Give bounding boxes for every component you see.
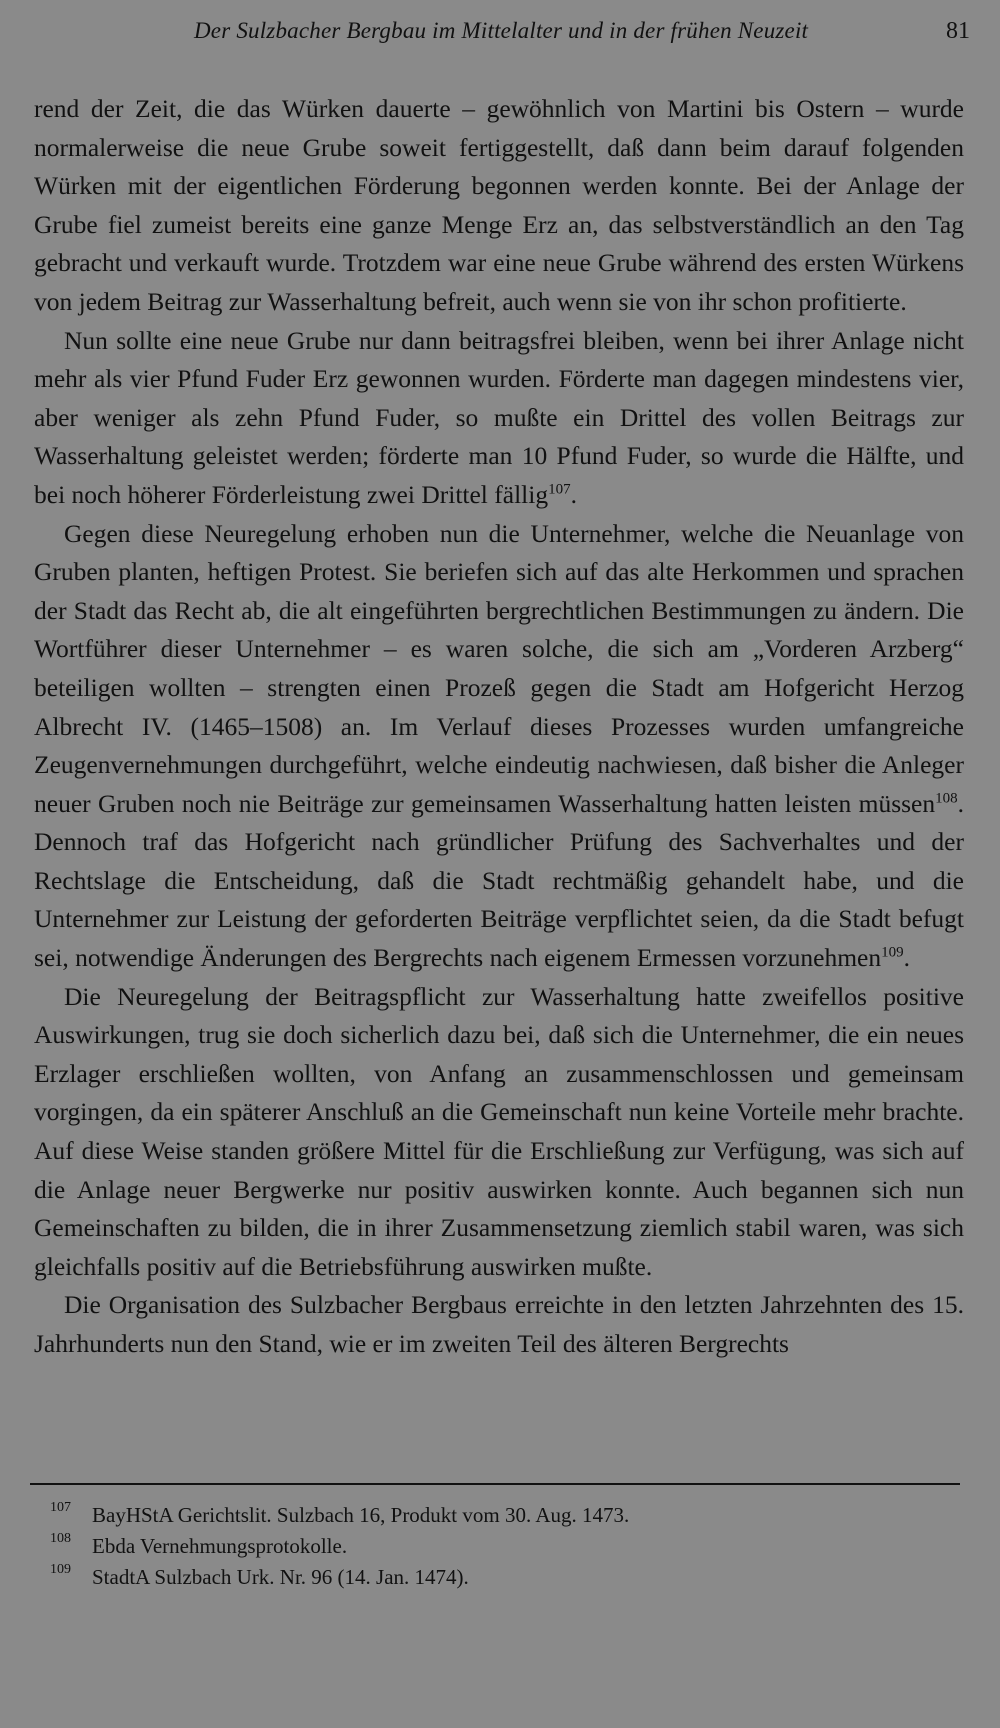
paragraph-3 — [34, 515, 964, 978]
paragraph-text-tail-2: . — [903, 943, 911, 973]
footnotes — [50, 1500, 950, 1593]
footnote-number: 108 — [50, 1531, 71, 1546]
footnote-divider — [30, 1483, 960, 1485]
body-text — [34, 90, 964, 1364]
paragraph-4 — [34, 978, 964, 1287]
footnote-text: BayHStA Gerichtslit. Sulzbach 16, Produkt vom 30. Aug. 1473. — [92, 1503, 630, 1527]
footnote-108 — [50, 1531, 950, 1562]
footnote-text: Ebda Vernehmungsprotokolle. — [92, 1534, 348, 1558]
footnote-number: 109 — [50, 1562, 71, 1577]
paragraph-text: Die Organisation des Sulzbacher Bergbaus erreichte in den letzten Jahrzehnten des 15. Jahrhunderts nun den Stand, wie er im zweiten Teil des älteren Bergrechts — [34, 1290, 964, 1358]
running-title: Der Sulzbacher Bergbau im Mittelalter und in der frühen Neuzeit — [194, 18, 809, 43]
footnote-109 — [50, 1562, 950, 1593]
footnote-text: StadtA Sulzbach Urk. Nr. 96 (14. Jan. 1474). — [92, 1565, 469, 1589]
footnote-ref-108[interactable]: 108 — [935, 790, 958, 807]
page-number: 81 — [946, 18, 970, 44]
paragraph-2 — [34, 322, 964, 515]
footnote-107 — [50, 1500, 950, 1531]
running-header — [30, 18, 970, 58]
footnote-ref-107[interactable]: 107 — [548, 481, 571, 498]
footnote-number: 107 — [50, 1500, 71, 1515]
paragraph-5 — [34, 1286, 964, 1363]
paragraph-text-tail: . — [570, 479, 577, 509]
paragraph-text: Nun sollte eine neue Grube nur dann beitragsfrei bleiben, wenn bei ihrer Anlage nicht mehr als vier Pfund Fuder Erz gewonnen wurden. Förderte man dagegen mindestens vier, aber weniger als zehn Pfund Fuder, so mußte ein Drittel des vollen Beitrags zur Wasserhaltung geleistet werden; förderte man 10 Pfund Fuder, so wurde die Hälfte, und bei noch höherer Förderleistung zwei Drittel fällig — [34, 325, 964, 509]
paragraph-text: rend der Zeit, die das Würken dauerte – gewöhnlich von Martini bis Ostern – wurde normalerweise die neue Grube soweit fertiggestellt, daß dann beim darauf folgenden Würken mit der eigentlichen Förderung begonnen werden konnte. Bei der Anlage der Grube fiel zumeist bereits eine ganze Menge Erz an, das selbstverständlich an den Tag gebracht und verkauft wurde. Trotzdem war eine neue Grube während des ersten Würkens von jedem Beitrag zur Wasserhaltung befreit, auch wenn sie von ihr schon profitierte. — [34, 94, 964, 316]
footnote-ref-109[interactable]: 109 — [881, 944, 904, 961]
paragraph-text: Die Neuregelung der Beitragspflicht zur Wasserhaltung hatte zweifellos positive Auswirkungen, trug sie doch sicherlich dazu bei, daß sich die Unternehmer, die ein neues Erzlager erschließen wollten, von Anfang an zusammenschlossen und gemeinsam vorgingen, da ein späterer Anschluß an die Gemeinschaft nun keine Vorteile mehr brachte. Auf diese Weise standen größere Mittel für die Erschließung zur Verfügung, was sich auf die Anlage neuer Bergwerke nur positiv auswirken konnte. Auch begannen sich nun Gemeinschaften zu bilden, die in ihrer Zusammensetzung ziemlich stabil waren, was sich gleichfalls positiv auf die Betriebsführung auswirken mußte. — [34, 981, 964, 1281]
paragraph-text: Gegen diese Neuregelung erhoben nun die Unternehmer, welche die Neuanlage von Gruben planten, heftigen Protest. Sie beriefen sich auf das alte Herkommen und sprachen der Stadt das Recht ab, die alt eingeführten bergrechtlichen Bestimmungen zu ändern. Die Wortführer dieser Unternehmer – es waren solche, die sich am „Vorderen Arzberg“ beteiligen wollten – strengten einen Prozeß gegen die Stadt am Hofgericht Herzog Albrecht IV. (1465–1508) an. Im Verlauf dieses Prozesses wurden umfangreiche Zeugenvernehmungen durchgeführt, welche eindeutig nachwiesen, daß bisher die Anleger neuer Gruben noch nie Beiträge zur gemeinsamen Wasserhaltung hatten leisten müssen — [34, 518, 964, 818]
paragraph-1 — [34, 90, 964, 322]
paragraph-text-tail: . Dennoch traf das Hofgericht nach gründlicher Prüfung des Sachverhaltes und der Rechtslage die Entscheidung, daß die Stadt rechtmäßig gehandelt habe, und die Unternehmer zur Leistung der geforderten Beiträge verpflichtet seien, da die Stadt befugt sei, notwendige Änderungen des Bergrechts nach eigenem Ermessen vorzunehmen — [34, 788, 964, 973]
